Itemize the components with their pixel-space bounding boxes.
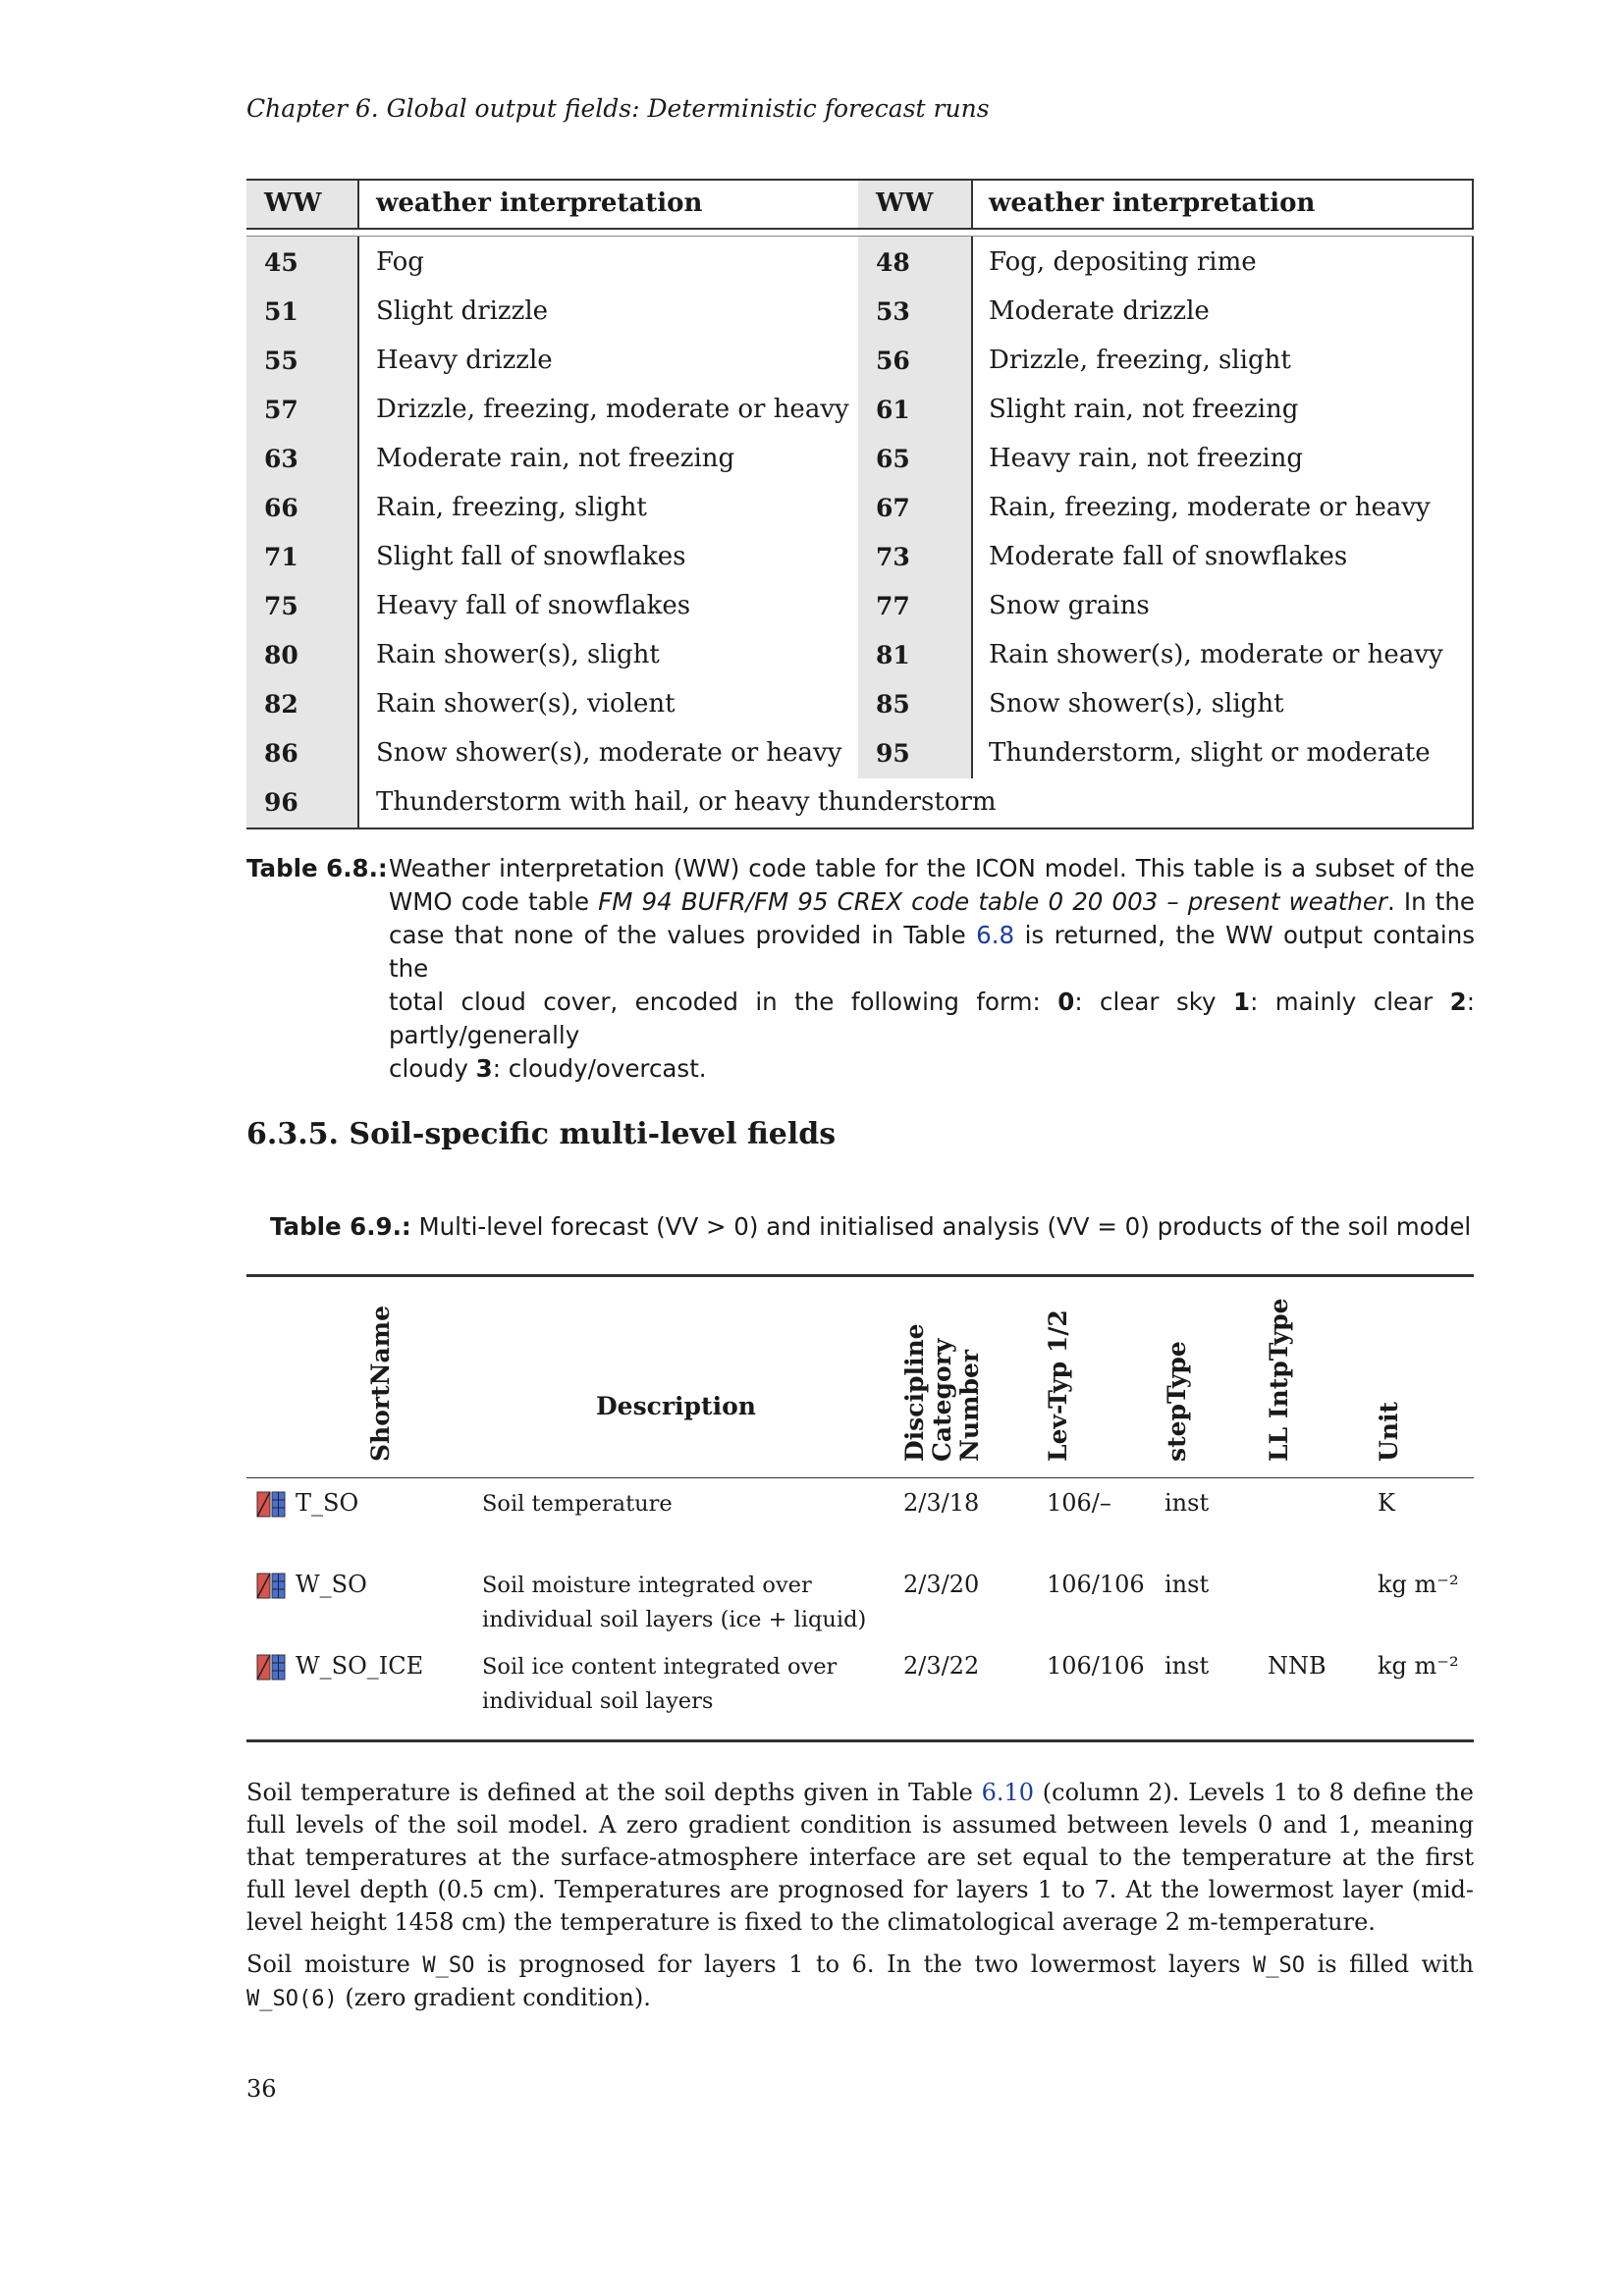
ww-code: 81 [876,641,910,669]
levtyp-cell: 106/– [1047,1489,1111,1517]
weather-description: Snow shower(s), slight [989,689,1284,719]
column-header-intptype: LL IntpType [1265,1298,1293,1462]
ww-code: 80 [264,641,298,669]
column-header-shortname: ShortName [366,1305,395,1462]
column-header-levtyp: Lev-Typ 1/2 [1044,1309,1072,1462]
grid-type-icon [256,1573,286,1599]
weather-description: Drizzle, freezing, moderate or heavy [376,395,849,424]
table-row [246,729,1474,778]
weather-description: Heavy fall of snowflakes [376,591,691,620]
ww-code: 66 [264,494,298,522]
column-header: weather interpretation [989,188,1316,218]
weather-description: Moderate drizzle [989,296,1210,326]
body-paragraph: Soil moisture W_SO is prognosed for layers 1 to 6. In the two lowermost layers W_SO is filled with W_SO(6) (zero gradient condition). [246,1950,1475,2011]
table-bottom-rule [246,828,1474,829]
unit-cell: kg m⁻² [1378,1652,1459,1680]
table-row [246,288,1474,337]
weather-description: Heavy rain, not freezing [989,444,1304,473]
discipline-cell: 2/3/18 [903,1489,980,1517]
unit-cell: K [1378,1489,1395,1517]
weather-description: Moderate fall of snowflakes [989,542,1348,571]
levtyp-cell: 106/106 [1047,1652,1145,1680]
table-ref-link[interactable]: 6.10 [981,1779,1035,1806]
table-row [246,386,1474,435]
weather-description: Rain, freezing, moderate or heavy [989,493,1431,522]
weather-description: Thunderstorm, slight or moderate [989,738,1431,768]
column-header-description: Description [596,1392,756,1420]
levtyp-cell: 106/106 [1047,1571,1145,1598]
table-row [246,435,1474,484]
description-cell: Soil moisture integrated over individual soil layers (ice + liquid) [482,1573,867,1632]
weather-description: Thunderstorm with hail, or heavy thunderstorm [376,787,997,817]
ww-code: 96 [264,788,298,817]
weather-description: Fog [376,247,424,277]
weather-description: Slight rain, not freezing [989,395,1299,424]
body-paragraph: Soil temperature is defined at the soil depths given in Table 6.10 (column 2). Levels 1 to 8 define the full levels of the soil model. A zero gradient condition is assumed between levels 0 and 1, meaning that temperatures at the surface-atmosphere interface are set equal to the temperature at the first full level depth (0.5 cm). Temperatures are prognosed for layers 1 to 7. At the lowermost layer (mid-level height 1458 cm) the temperature is fixed to the climatological average 2 m-temperature. [246,1779,1474,1936]
table-row [246,484,1474,533]
column-header-discipline: Discipline Category Number [900,1323,984,1462]
ww-code: 63 [264,445,298,473]
table-row [246,680,1474,729]
weather-description: Fog, depositing rime [989,247,1257,277]
ww-code: 82 [264,690,298,719]
weather-description: Heavy drizzle [376,346,553,375]
ww-code: 73 [876,543,910,571]
ww-code: 71 [264,543,298,571]
table-row [246,533,1474,582]
weather-code-table [246,179,1474,829]
section-title: 6.3.5. Soil-specific multi-level fields [246,1117,837,1151]
table-row [246,582,1474,631]
shortname-cell: W_SO_ICE [296,1652,424,1680]
ww-code: 95 [876,739,910,768]
column-header: WW [876,188,934,218]
steptype-cell: inst [1164,1571,1210,1598]
table-row [246,778,1474,828]
table-caption: Table 6.9.: Multi-level forecast (VV > 0) and initialised analysis (VV = 0) products of the soil model [270,1212,1472,1241]
grid-type-icon [256,1491,286,1518]
description-cell: Soil temperature [482,1491,673,1517]
page-number: 36 [246,2075,277,2103]
weather-description: Rain, freezing, slight [376,493,647,522]
ww-code: 77 [876,592,910,620]
steptype-cell: inst [1164,1652,1210,1680]
column-header: weather interpretation [376,188,703,218]
weather-description: Slight fall of snowflakes [376,542,686,571]
column-header-unit: Unit [1375,1401,1403,1462]
ww-code: 67 [876,494,910,522]
ww-code: 48 [876,248,910,277]
ww-code: 85 [876,690,910,719]
ww-code: 65 [876,445,910,473]
column-header-steptype: stepType [1163,1341,1191,1462]
table-row [246,337,1474,386]
table-top-rule [246,179,1474,181]
weather-description: Snow grains [989,591,1150,620]
table-row [246,239,1474,288]
table-row [246,631,1474,680]
ww-code: 56 [876,347,910,375]
table-bottom-rule [246,1739,1474,1742]
description-cell: Soil ice content integrated over individual soil layers [482,1654,838,1714]
ww-code: 57 [264,396,298,424]
weather-description: Rain shower(s), violent [376,689,676,719]
shortname-cell: W_SO [296,1571,367,1598]
table-caption-text [389,852,1475,1086]
weather-description: Rain shower(s), slight [376,640,660,669]
ww-code: 61 [876,396,910,424]
ww-code: 55 [264,347,298,375]
intptype-cell: NNB [1268,1652,1326,1680]
header-subrule [246,236,1474,237]
ww-code: 86 [264,739,298,768]
soil-products-table [246,1274,1474,1745]
running-header: Chapter 6. Global output fields: Deterministic forecast runs [246,94,990,123]
table-header-rule [246,1477,1474,1478]
ww-code: 45 [264,248,298,277]
ww-code: 51 [264,297,298,326]
caption-line: WMO code table FM 94 BUFR/FM 95 CREX code table 0 20 003 – present weather. In the [389,887,1476,916]
discipline-cell: 2/3/20 [903,1571,980,1598]
weather-description: Rain shower(s), moderate or heavy [989,640,1443,669]
caption-line: total cloud cover, encoded in the following form: 0: clear sky 1: mainly clear 2: partly/generally [389,988,1475,1049]
weather-description: Snow shower(s), moderate or heavy [376,738,842,768]
weather-description: Slight drizzle [376,296,549,326]
discipline-cell: 2/3/22 [903,1652,980,1680]
table-caption-label: Table 6.8.: [246,854,388,882]
column-header: WW [264,188,322,218]
caption-line: case that none of the values provided in Table 6.8 is returned, the WW output contains the [389,921,1475,983]
ww-code: 75 [264,592,298,620]
grid-type-icon [256,1654,286,1681]
caption-line: Weather interpretation (WW) code table for the ICON model. This table is a subset of the [389,854,1475,882]
weather-description: Moderate rain, not freezing [376,444,735,473]
weather-description: Drizzle, freezing, slight [989,346,1291,375]
ww-code: 53 [876,297,910,326]
table-ref-link[interactable]: 6.8 [976,921,1015,949]
unit-cell: kg m⁻² [1378,1571,1459,1598]
shortname-cell: T_SO [296,1489,359,1517]
steptype-cell: inst [1164,1489,1210,1517]
table-top-rule [246,1274,1474,1277]
caption-line: cloudy 3: cloudy/overcast. [389,1054,707,1083]
